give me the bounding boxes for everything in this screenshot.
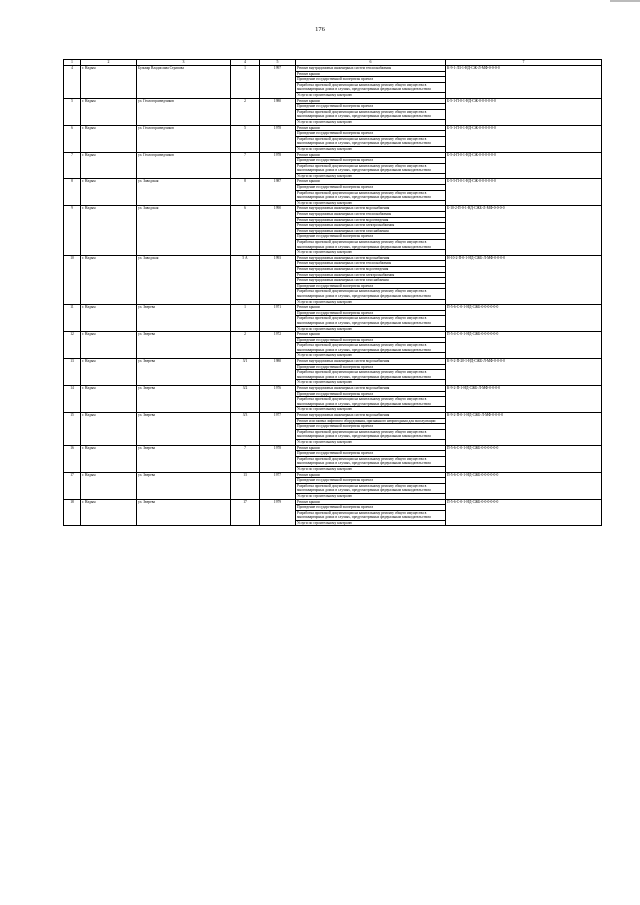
building-code-cell: К-9-2-П-0-1-НД-СЖБ-Л-МФ-0-0-0-0 [446,413,602,446]
street-cell: ул. Зверева [137,305,231,332]
town-cell: г. Надым [81,472,137,499]
work-item: Проведение государственной экспертизы проекта [296,103,445,109]
building-code-cell: П-5-6-С-0-1-НД-СЖБ-0-0-0-0-0-0 [446,305,602,332]
work-item: Ремонт крыши [296,71,445,77]
table-row [64,179,602,206]
work-item: Услуги по строительному контролю [296,299,445,305]
work-item: Разработка проектной документации на капитальному ремонту общего имущества в многоквартирных домах в случаях, предусмотренных федеральным законодательством [296,342,445,352]
table-row [64,305,602,332]
house-cell: 2 [231,98,260,125]
table-row [64,98,602,125]
row-number: 6 [64,125,81,152]
work-item: Проведение государственной экспертизы проекта [296,477,445,483]
table-row [64,445,602,472]
building-code-cell: П-5-6-С-0-1-НД-СЖБ-0-0-0-0-0-0 [446,499,602,526]
house-cell: 5 [231,125,260,152]
town-cell: г. Надым [81,206,137,255]
town-cell: г. Надым [81,445,137,472]
table-row [64,359,602,386]
work-item: Проведение государственной экспертизы проекта [296,310,445,316]
work-types-cell [296,499,446,526]
building-code-cell: Б-10-2-П-0-1-НД-СЖБ-Л-МФ-0-0-0-0 [446,206,602,255]
town-cell: г. Надым [81,179,137,206]
work-item: Ремонт крыши [297,305,320,310]
row-number: 8 [64,179,81,206]
building-code-cell: П-5-4-С-0-1-НД-СЖБ-0-0-0-0-0-0 [446,332,602,359]
work-item: Разработка проектной документации на капитальному ремонту общего имущества в многоквартирных домах в случаях, предусмотренных федеральным законодательством [296,369,445,379]
row-number: 10 [64,255,81,304]
house-cell: 17 [231,499,260,526]
work-types-cell [296,472,446,499]
work-item: Услуги по строительному контролю [296,466,445,472]
year-cell: 1976 [260,386,296,413]
work-item: Проведение государственной экспертизы проекта [296,450,445,456]
house-cell: 1 [231,305,260,332]
street-cell: ул. Зверева [137,445,231,472]
work-item: Ремонт внутридомовых инженерных систем водоотведения [296,266,445,272]
work-item: Проведение государственной экспертизы проекта [296,391,445,397]
year-cell: 1980 [260,359,296,386]
row-number: 16 [64,445,81,472]
col-4-header: 4 [231,60,260,66]
row-number: 17 [64,472,81,499]
street-cell: ул. Зверева [137,499,231,526]
work-item: Услуги по строительному контролю [296,173,445,179]
page-number: 176 [315,26,325,33]
street-cell: ул. Заводская [137,179,231,206]
work-item: Услуги по строительному контролю [296,406,445,412]
work-item: Ремонт крыши [297,179,320,184]
work-item: Проведение государственной экспертизы проекта [296,423,445,429]
house-cell: 2 [231,332,260,359]
row-number: 12 [64,332,81,359]
work-item: Проведение государственной экспертизы проекта [296,233,445,239]
scan-edge-mark [610,0,640,2]
work-item: Ремонт крыши [297,472,320,477]
building-code-cell: Б-5-1-П-0-1-НД-СЖ-0-0-0-0-0-0 [446,98,602,125]
work-item: Ремонт внутридомовых инженерных систем газоснабжения [296,277,445,283]
street-cell: ул. Геологоразведчиков [137,125,231,152]
table-row [64,499,602,526]
table-row [64,413,602,446]
row-number: 4 [64,66,81,99]
work-types-cell [296,98,446,125]
work-types-cell [296,332,446,359]
work-item: Разработка проектной документации на капитальному ремонту общего имущества в многоквартирных домах в случаях, предусмотренных федеральным законодательством [296,288,445,298]
work-types-cell [296,152,446,179]
work-item: Разработка проектной документации на капитальному ремонту общего имущества в многоквартирных домах в случаях, предусмотренных федеральным законодательством [296,190,445,200]
work-item: Услуги по строительному контролю [296,326,445,332]
work-item: Разработка проектной документации на капитальному ремонту общего имущества в многоквартирных домах в случаях, предусмотренных федеральным законодательством [296,82,445,92]
work-item: Разработка проектной документации на капитальному ремонту общего имущества в многоквартирных домах в случаях, предусмотренных федеральным законодательством [296,315,445,325]
work-item: Разработка проектной документации на капитальному ремонту общего имущества в многоквартирных домах в случаях, предусмотренных федеральным законодательством [296,456,445,466]
table-row [64,66,602,99]
work-item: Ремонт внутридомовых инженерных систем водоснабжения [297,359,390,364]
work-item: Услуги по строительному контролю [296,379,445,385]
street-cell: ул. Геологоразведчиков [137,98,231,125]
town-cell: г. Надым [81,255,137,304]
work-types-cell [296,206,446,255]
house-cell: 1 [231,66,260,99]
town-cell: г. Надым [81,66,137,99]
year-cell: 1990 [260,206,296,255]
year-cell: 1980 [260,98,296,125]
row-number: 11 [64,305,81,332]
building-code-cell: П-5-6-С-0-1-НД-СЖБ-0-0-0-0-0-0 [446,445,602,472]
work-item: Разработка проектной документации на капитальному ремонту общего имущества в многоквартирных домах в случаях, предусмотренных федеральным законодательством [296,510,445,520]
year-cell: 1978 [260,152,296,179]
work-item: Услуги по строительному контролю [296,146,445,152]
table-row [64,125,602,152]
year-cell: 1997 [260,66,296,99]
street-cell: ул. Заводская [137,206,231,255]
work-item: Услуги по строительному контролю [296,520,445,526]
work-item: Услуги по строительному контролю [296,92,445,98]
street-cell: ул. Заводская [137,255,231,304]
work-item: Ремонт крыши [297,98,320,103]
work-item: Разработка проектной документации на капитальному ремонту общего имущества в многоквартирных домах в случаях, предусмотренных федеральным законодательством [296,396,445,406]
work-item: Услуги по строительному контролю [296,493,445,499]
work-item: Разработка проектной документации на капитальному ремонту общего имущества в многоквартирных домах в случаях, предусмотренных федеральным законодательством [296,163,445,173]
work-item: Услуги по строительному контролю [296,352,445,358]
table-row [64,472,602,499]
house-cell: 5 А [231,255,260,304]
building-code-cell: К-9-1-ЛЗ-1-НД-СЖ-Л-МФ-0-0-0-0 [446,66,602,99]
work-item: Ремонт внутридомовых инженерных систем водоснабжения [297,255,390,260]
year-cell: 1978 [260,445,296,472]
house-cell: 3/1 [231,359,260,386]
work-item: Ремонт крыши [297,499,320,504]
town-cell: г. Надым [81,305,137,332]
repair-program-table [63,59,602,526]
col-1-header: 1 [64,60,81,66]
col-5-header: 5 [260,60,296,66]
house-cell: 6 [231,206,260,255]
house-cell: 7 [231,445,260,472]
year-cell: 1978 [260,125,296,152]
row-number: 7 [64,152,81,179]
work-item: Разработка проектной документации на капитальному ремонту общего имущества в многоквартирных домах в случаях, предусмотренных федеральным законодательством [296,483,445,493]
town-cell: г. Надым [81,499,137,526]
work-item: Ремонт крыши [297,332,320,337]
town-cell: г. Надым [81,386,137,413]
table-row [64,332,602,359]
town-cell: г. Надым [81,332,137,359]
street-cell: Бульвар Владислава Страпова [137,66,231,99]
col-2-header: 2 [81,60,137,66]
work-item: Ремонт внутридомовых инженерных систем теплоснабжения [296,211,445,217]
row-number: 9 [64,206,81,255]
house-cell: 3/3 [231,413,260,446]
house-cell: 7 [231,152,260,179]
street-cell: ул. Зверева [137,413,231,446]
work-item: Проведение государственной экспертизы проекта [296,184,445,190]
work-item: Проведение государственной экспертизы проекта [296,337,445,343]
work-item: Ремонт крыши [297,152,320,157]
work-item: Проведение государственной экспертизы проекта [296,76,445,82]
work-item: Ремонт внутридомовых инженерных систем водоснабжения [297,413,390,417]
work-types-cell [296,255,446,304]
town-cell: г. Надым [81,98,137,125]
year-cell: 1977 [260,413,296,446]
building-code-cell: Б-5-4-П-0-1-НД-СЖ-0-0-0-0-0-0 [446,152,602,179]
work-item: Ремонт внутридомовых инженерных систем водоснабжения [297,386,390,391]
work-item: Проведение государственной экспертизы проекта [296,504,445,510]
town-cell: г. Надым [81,125,137,152]
work-types-cell [296,179,446,206]
work-item: Услуги по строительному контролю [296,200,445,206]
work-item: Проведение государственной экспертизы проекта [296,364,445,370]
work-item: Проведение государственной экспертизы проекта [296,130,445,136]
work-types-cell [296,445,446,472]
row-number: 13 [64,359,81,386]
year-cell: 1977 [260,472,296,499]
year-cell: 1987 [260,179,296,206]
work-item: Услуги по строительному контролю [296,439,445,445]
work-item: Проведение государственной экспертизы проекта [296,157,445,163]
work-item: Ремонт или замена лифтового оборудования, признанного непригодным для эксплуатации [296,418,445,424]
work-types-cell [296,386,446,413]
work-item: Ремонт крыши [297,445,320,450]
work-types-cell [296,413,446,446]
house-cell: 8 [231,179,260,206]
year-cell: 1972 [260,332,296,359]
work-types-cell [296,125,446,152]
building-code-cell: П-5-6-С-0-1-НД-СЖБ-0-0-0-0-0-0 [446,472,602,499]
work-item: Разработка проектной документации на капитальному ремонту общего имущества в многоквартирных домах в случаях, предусмотренных федеральным законодательством [296,239,445,249]
work-item: Услуги по строительному контролю [296,249,445,255]
row-number: 14 [64,386,81,413]
year-cell: 1979 [260,499,296,526]
building-code-cell: Б-5-1-П-0-1-НД-СЖ-0-0-0-0-0-0 [446,125,602,152]
building-code-cell: К-9-2-П-20-1-НД-СЖБ-Л-МФ-0-0-0-0 [446,359,602,386]
col-7-header: 7 [446,60,602,66]
work-item: Ремонт внутридомовых инженерных систем электроснабжения [296,222,445,228]
work-item: Ремонт внутридомовых инженерных систем газоснабжения [296,228,445,234]
building-code-cell: Н-10-2-П-0-1-НД-СЖБ-Л-МФ-0-0-0-0 [446,255,602,304]
work-item: Ремонт внутридомовых инженерных систем электроснабжения [296,272,445,278]
col-6-header: 6 [296,60,446,66]
street-cell: ул. Зверева [137,472,231,499]
work-types-cell [296,305,446,332]
town-cell: г. Надым [81,413,137,446]
work-item: Ремонт внутридомовых инженерных систем водоснабжения [297,206,390,211]
work-item: Проведение государственной экспертизы проекта [296,283,445,289]
building-code-cell: К-9-2-П-1-НД-СЖБ-Л-МФ-0-0-0-0 [446,386,602,413]
row-number: 5 [64,98,81,125]
house-cell: 3/2 [231,386,260,413]
town-cell: г. Надым [81,152,137,179]
table-row [64,255,602,304]
work-item: Услуги по строительному контролю [296,119,445,125]
street-cell: ул. Зверева [137,359,231,386]
work-item: Разработка проектной документации на капитальному ремонту общего имущества в многоквартирных домах в случаях, предусмотренных федеральным законодательством [296,429,445,439]
work-types-cell [296,359,446,386]
work-types-cell [296,66,446,99]
town-cell: г. Надым [81,359,137,386]
table-row [64,152,602,179]
work-item: Ремонт внутридомовых инженерных систем теплоснабжения [296,260,445,266]
table-row [64,386,602,413]
work-item: Разработка проектной документации на капитальному ремонту общего имущества в многоквартирных домах в случаях, предусмотренных федеральным законодательством [296,136,445,146]
row-number: 18 [64,499,81,526]
year-cell: 1993 [260,255,296,304]
col-3-header: 3 [137,60,231,66]
street-cell: ул. Геологоразведчиков [137,152,231,179]
work-item: Ремонт внутридомовых инженерных систем теплоснабжения [297,66,392,70]
work-item: Ремонт внутридомовых инженерных систем водоотведения [296,217,445,223]
building-code-cell: Б-5-5-П-0-1-НД-СЖ-0-0-0-0-0-0 [446,179,602,206]
work-item: Разработка проектной документации на капитальному ремонту общего имущества в многоквартирных домах в случаях, предусмотренных федеральным законодательством [296,109,445,119]
street-cell: ул. Зверева [137,332,231,359]
year-cell: 1971 [260,305,296,332]
street-cell: ул. Зверева [137,386,231,413]
work-item: Ремонт крыши [297,125,320,130]
house-cell: 13 [231,472,260,499]
row-number: 15 [64,413,81,446]
table-row [64,206,602,255]
